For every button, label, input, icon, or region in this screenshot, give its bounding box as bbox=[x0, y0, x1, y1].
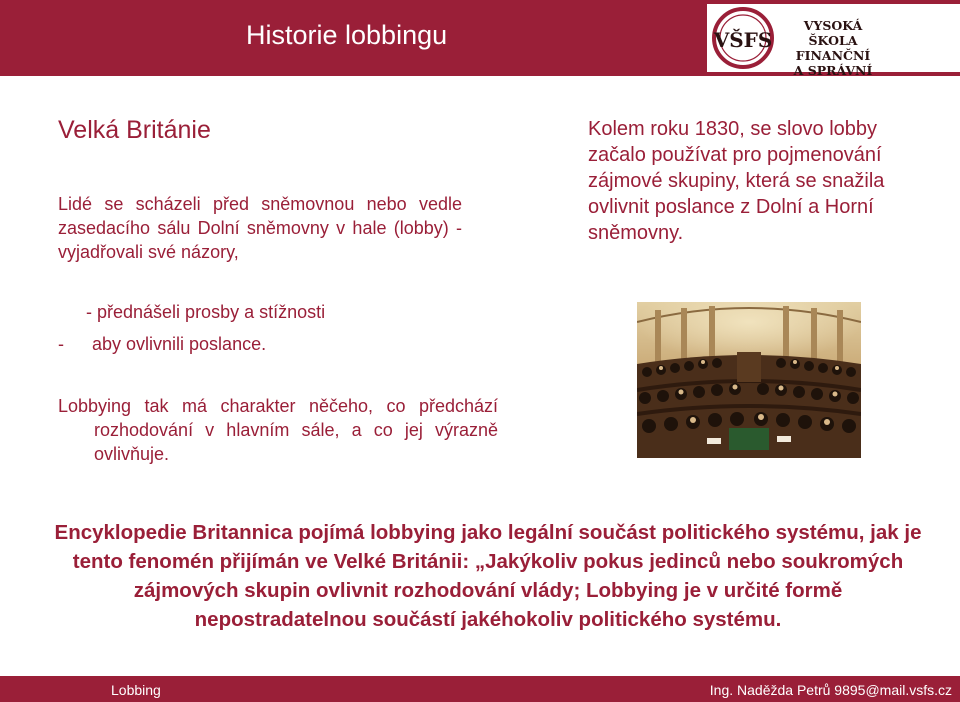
paragraph-influence-text: aby ovlivnili poslance. bbox=[92, 334, 267, 354]
section-heading: Velká Británie bbox=[58, 116, 211, 144]
paragraph-influence bbox=[58, 332, 462, 356]
paragraph-lobby-hall: Lidé se scházeli před sněmovnou nebo vedle zasedacího sálu Dolní sněmovny v hale (lobby) - vyjadřovali své názory, bbox=[58, 194, 462, 262]
slide-title: Historie lobbingu bbox=[246, 20, 448, 50]
school-name-line3: A SPRÁVNÍ bbox=[793, 63, 873, 78]
logo-initials: VŠFS bbox=[713, 28, 773, 52]
school-name-line1: VYSOKÁ ŠKOLA bbox=[803, 18, 863, 48]
school-name-line2: FINANČNÍ bbox=[795, 48, 871, 63]
britannica-quote: Encyklopedie Britannica pojímá lobbying jako legální součást politického systému, jak je tento fenomén přijímán ve Velké Británii: „Jakýkoliv pokus jedinců nebo soukromých zájmových skupin ovlivnit rozhodování vlády; Lobbying je v určité formě nepostradatelnou součástí jakéhokoliv politického systému. bbox=[54, 521, 922, 631]
title-bar bbox=[0, 0, 960, 76]
parliament-painting-image bbox=[637, 302, 861, 458]
school-name bbox=[783, 18, 883, 78]
footer-author: Ing. Naděžda Petrů 9895@mail.vsfs.cz bbox=[709, 682, 952, 698]
list-dash: - bbox=[58, 334, 64, 354]
footer-bar bbox=[0, 676, 960, 702]
vsfs-emblem-icon bbox=[711, 6, 775, 70]
school-logo bbox=[707, 4, 960, 78]
footer-topic: Lobbing bbox=[111, 682, 161, 698]
paragraph-1830: Kolem roku 1830, se slovo lobby začalo používat pro pojmenování zájmové skupiny, která se snažila ovlivnit poslance z Dolní a Horní sněmovny. bbox=[588, 118, 885, 244]
paragraph-petitions: - přednášeli prosby a stížnosti bbox=[86, 302, 326, 322]
paragraph-lobbying-character: Lobbying tak má charakter něčeho, co předchází rozhodování v hlavním sále, a co jej výrazně ovlivňuje. bbox=[58, 396, 498, 464]
